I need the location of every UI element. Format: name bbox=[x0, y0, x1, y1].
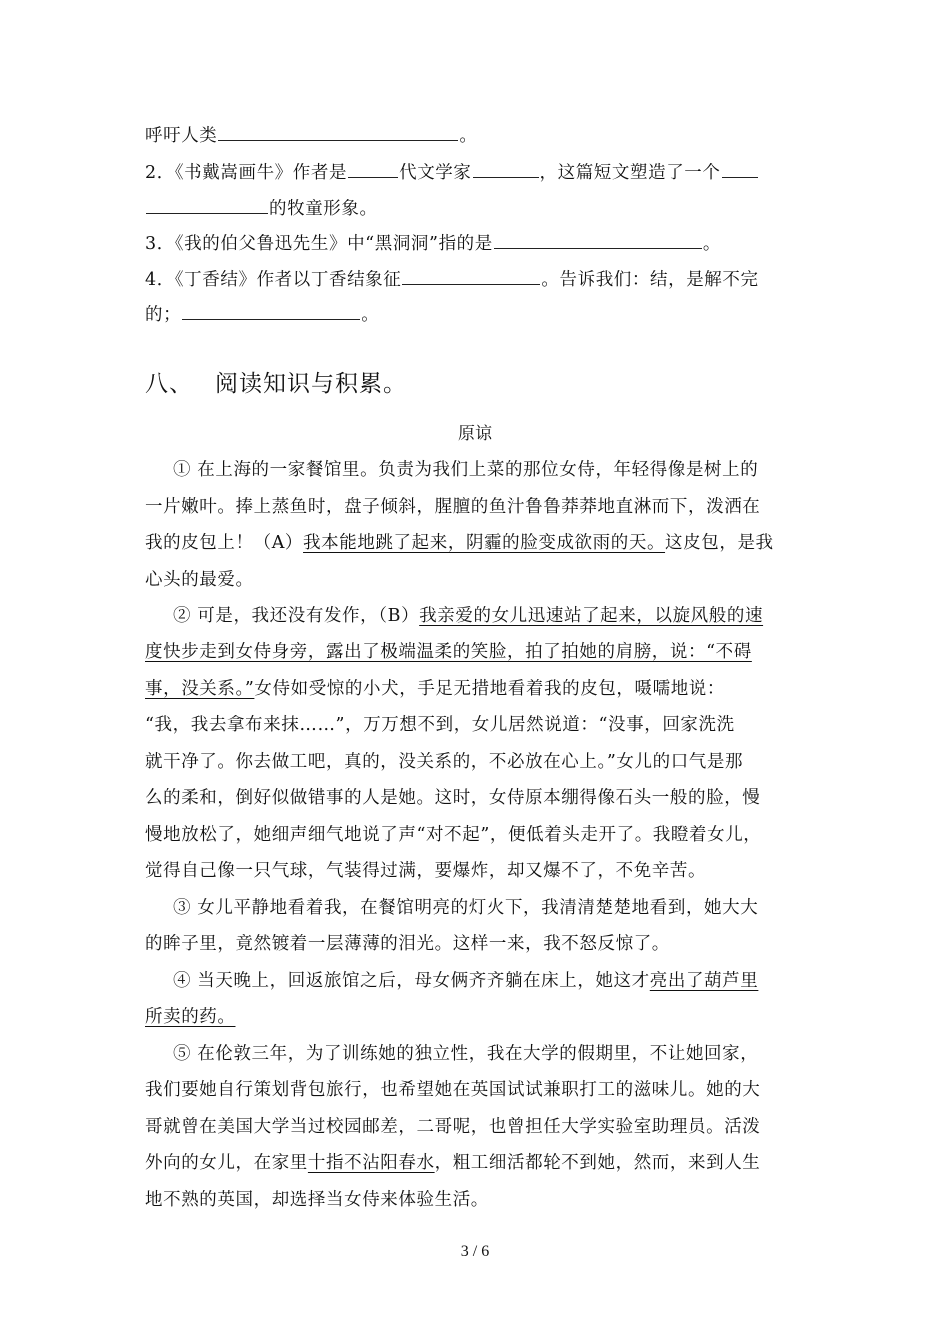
article-title: 原谅 bbox=[458, 424, 492, 444]
q3-line bbox=[145, 230, 815, 256]
paragraph-line: 心头的最爱。 bbox=[145, 570, 254, 590]
paragraph-line: ③ 女儿平静地看着我，在餐馆明亮的灯火下，我清清楚楚地看到，她大大 bbox=[173, 898, 759, 918]
q2-text-d: 的牧童形象。 bbox=[269, 199, 378, 219]
paragraph-line: 地不熟的英国，却选择当女侍来体验生活。 bbox=[145, 1190, 489, 1210]
paragraph-line: 我们要她自行策划背包旅行，也希望她在英国试试兼职打工的滋味儿。她的大 bbox=[145, 1080, 761, 1100]
answer-blank[interactable] bbox=[402, 266, 540, 285]
q1-tail-suffix: 。 bbox=[459, 126, 478, 146]
text-span: 这皮包，是我 bbox=[665, 533, 774, 553]
paragraph-line: 么的柔和，倒好似做错事的人是她。这时，女侍原本绷得像石头一般的脸，慢 bbox=[145, 788, 761, 808]
answer-blank[interactable] bbox=[146, 195, 268, 214]
text-span: 外向的女儿，在家里 bbox=[145, 1153, 308, 1173]
paragraph-line: 哥就曾在美国大学当过校园邮差，二哥呢，也曾担任大学实验室助理员。活泼 bbox=[145, 1117, 761, 1137]
section-title: 阅读知识与积累。 bbox=[215, 371, 407, 397]
section-heading bbox=[145, 368, 407, 400]
text-span: ④ 当天晚上，回返旅馆之后，母女俩齐齐躺在床上，她这才 bbox=[173, 971, 650, 991]
section-number: 八、 bbox=[145, 371, 193, 397]
underlined-sentence-b: 事，没关系。” bbox=[145, 679, 255, 699]
answer-blank[interactable] bbox=[348, 159, 398, 178]
paragraph-line: ① 在上海的一家餐馆里。负责为我们上菜的那位女侍，年轻得像是树上的 bbox=[173, 460, 759, 480]
text-span: 我的皮包上！（A） bbox=[145, 533, 304, 553]
paragraph-line: 慢地放松了，她细声细气地说了声“对不起”，便低着头走开了。我瞪着女儿， bbox=[145, 825, 762, 845]
q1-tail-text: 呼吁人类 bbox=[145, 126, 218, 146]
q4-line-1 bbox=[145, 266, 815, 292]
paragraph-line bbox=[173, 604, 843, 628]
underlined-sentence-a: 我本能地跳了起来，阴霾的脸变成欲雨的天。 bbox=[303, 533, 666, 553]
paragraph-line bbox=[145, 640, 815, 664]
paragraph-line bbox=[145, 1151, 815, 1175]
paragraph-line: 的眸子里，竟然镀着一层薄薄的泪光。这样一来，我不怒反惊了。 bbox=[145, 934, 670, 954]
q4-line-2 bbox=[145, 301, 815, 327]
answer-blank[interactable] bbox=[722, 159, 758, 178]
answer-blank[interactable] bbox=[494, 230, 702, 249]
q4-suffix: 。 bbox=[361, 305, 380, 325]
answer-blank[interactable] bbox=[182, 301, 360, 320]
underlined-idiom: 十指不沾阳春水 bbox=[307, 1153, 435, 1173]
q2-line-2 bbox=[145, 195, 815, 221]
answer-blank[interactable] bbox=[218, 122, 458, 141]
q4-text-b: 。告诉我们：结，是解不完 bbox=[541, 270, 759, 290]
q1-tail-line bbox=[145, 122, 815, 148]
text-span: ② 可是，我还没有发作，（B） bbox=[173, 606, 420, 626]
q2-text-c: ，这篇短文塑造了一个 bbox=[539, 163, 721, 183]
paragraph-line bbox=[145, 677, 815, 701]
paragraph-line bbox=[145, 531, 815, 555]
paragraph-line bbox=[145, 1005, 815, 1029]
text-span: ，粗工细活都轮不到她，然而，来到人生 bbox=[434, 1153, 761, 1173]
q2-line-1 bbox=[145, 159, 815, 185]
underlined-sentence-b: 度快步走到女侍身旁，露出了极端温柔的笑脸，拍了拍她的肩膀，说：“不碍 bbox=[145, 642, 752, 662]
q4-text-c: 的； bbox=[145, 305, 182, 325]
underlined-phrase: 所卖的药。 bbox=[145, 1007, 236, 1027]
q3-text: 3．《我的伯父鲁迅先生》中“黑洞洞”指的是 bbox=[145, 234, 493, 254]
paragraph-line: ⑤ 在伦敦三年，为了训练她的独立性，我在大学的假期里，不让她回家， bbox=[173, 1044, 759, 1064]
q3-suffix: 。 bbox=[702, 234, 721, 254]
paragraph-line bbox=[173, 969, 843, 993]
q4-text-a: 4．《丁香结》作者以丁香结象征 bbox=[145, 270, 402, 290]
paragraph-line: 就干净了。你去做工吧，真的，没关系的，不必放在心上。”女儿的口气是那 bbox=[145, 752, 744, 772]
paragraph-line: 一片嫩叶。捧上蒸鱼时，盘子倾斜，腥膻的鱼汁鲁鲁莽莽地直淋而下，泼洒在 bbox=[145, 497, 761, 517]
paragraph-line: “我，我去拿布来抹……”，万万想不到，女儿居然说道：“没事，回家洗洗 bbox=[145, 715, 735, 735]
paragraph-line: 觉得自己像一只气球，气装得过满，要爆炸，却又爆不了，不免辛苦。 bbox=[145, 861, 707, 881]
answer-blank[interactable] bbox=[473, 159, 539, 178]
underlined-phrase: 亮出了葫芦里 bbox=[649, 971, 759, 991]
q2-text-b: 代文学家 bbox=[399, 163, 472, 183]
page-number: 3 / 6 bbox=[460, 1243, 490, 1260]
text-span: 女侍如受惊的小犬，手足无措地看着我的皮包，嗫嚅地说： bbox=[254, 679, 726, 699]
underlined-sentence-b: 我亲爱的女儿迅速站了起来，以旋风般的速 bbox=[419, 606, 764, 626]
q2-text-a: 2．《书戴嵩画牛》作者是 bbox=[145, 163, 348, 183]
